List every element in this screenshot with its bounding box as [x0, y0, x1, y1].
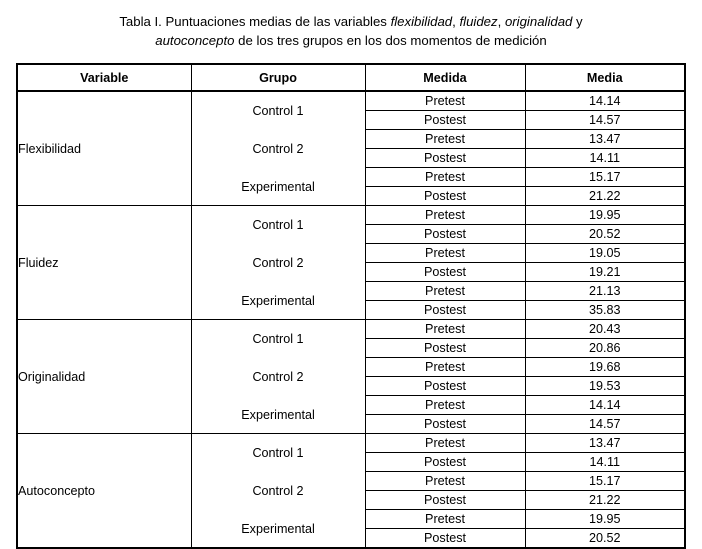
group-cell: Control 2	[191, 244, 365, 282]
group-cell: Control 1	[191, 434, 365, 472]
mean-cell: 21.22	[525, 491, 685, 510]
table-header-row	[17, 64, 685, 91]
measure-cell: Postest	[365, 529, 525, 549]
variable-cell-fluidez: Fluidez	[17, 206, 191, 320]
mean-cell: 15.17	[525, 168, 685, 187]
measure-cell: Pretest	[365, 206, 525, 225]
caption-line2-text: de los tres grupos en los dos momentos de medición	[234, 33, 547, 49]
means-table	[16, 63, 686, 549]
caption-italic-fluidez: fluidez	[459, 14, 498, 29]
measure-cell: Pretest	[365, 91, 525, 111]
measure-cell: Pretest	[365, 244, 525, 263]
variable-cell-autoconcepto: Autoconcepto	[17, 434, 191, 549]
group-cell: Control 2	[191, 358, 365, 396]
measure-cell: Postest	[365, 453, 525, 472]
mean-cell: 14.11	[525, 453, 685, 472]
mean-cell: 35.83	[525, 301, 685, 320]
table-row	[17, 434, 685, 453]
measure-cell: Postest	[365, 377, 525, 396]
mean-cell: 19.05	[525, 244, 685, 263]
measure-cell: Postest	[365, 301, 525, 320]
caption-line-1	[34, 12, 668, 31]
group-cell: Control 2	[191, 472, 365, 510]
measure-cell: Pretest	[365, 396, 525, 415]
caption-sep-1: ,	[452, 14, 460, 29]
variable-cell-originalidad: Originalidad	[17, 320, 191, 434]
group-cell: Experimental	[191, 282, 365, 320]
table-row	[17, 320, 685, 339]
mean-cell: 19.68	[525, 358, 685, 377]
column-header-medida: Medida	[365, 64, 525, 91]
mean-cell: 14.57	[525, 415, 685, 434]
mean-cell: 19.21	[525, 263, 685, 282]
measure-cell: Postest	[365, 491, 525, 510]
measure-cell: Postest	[365, 225, 525, 244]
measure-cell: Postest	[365, 263, 525, 282]
table-row	[17, 91, 685, 111]
group-cell: Control 1	[191, 91, 365, 130]
mean-cell: 13.47	[525, 434, 685, 453]
caption-sep-2: ,	[497, 14, 505, 29]
table-caption	[0, 0, 702, 50]
group-cell: Control 1	[191, 320, 365, 358]
group-cell: Experimental	[191, 510, 365, 549]
group-cell: Control 2	[191, 130, 365, 168]
measure-cell: Pretest	[365, 358, 525, 377]
mean-cell: 14.14	[525, 91, 685, 111]
group-cell: Control 1	[191, 206, 365, 244]
mean-cell: 19.95	[525, 206, 685, 225]
caption-text-pre: Tabla I. Puntuaciones medias de las variables	[119, 14, 391, 29]
mean-cell: 20.52	[525, 225, 685, 244]
caption-italic-originalidad: originalidad	[504, 14, 573, 29]
measure-cell: Pretest	[365, 130, 525, 149]
group-cell: Experimental	[191, 396, 365, 434]
caption-line-2	[34, 31, 668, 50]
mean-cell: 15.17	[525, 472, 685, 491]
measure-cell: Pretest	[365, 320, 525, 339]
mean-cell: 20.43	[525, 320, 685, 339]
column-header-media: Media	[525, 64, 685, 91]
caption-text-post: y	[572, 14, 583, 29]
mean-cell: 19.53	[525, 377, 685, 396]
mean-cell: 21.13	[525, 282, 685, 301]
column-header-grupo: Grupo	[191, 64, 365, 91]
mean-cell: 13.47	[525, 130, 685, 149]
caption-italic-autoconcepto: autoconcepto	[155, 33, 235, 49]
mean-cell: 14.11	[525, 149, 685, 168]
measure-cell: Pretest	[365, 472, 525, 491]
measure-cell: Postest	[365, 149, 525, 168]
table-row	[17, 206, 685, 225]
mean-cell: 20.86	[525, 339, 685, 358]
mean-cell: 19.95	[525, 510, 685, 529]
measure-cell: Pretest	[365, 282, 525, 301]
mean-cell: 20.52	[525, 529, 685, 549]
measure-cell: Pretest	[365, 168, 525, 187]
variable-cell-flexibilidad: Flexibilidad	[17, 91, 191, 206]
measure-cell: Pretest	[365, 510, 525, 529]
measure-cell: Postest	[365, 187, 525, 206]
mean-cell: 21.22	[525, 187, 685, 206]
measure-cell: Postest	[365, 415, 525, 434]
measure-cell: Postest	[365, 339, 525, 358]
measure-cell: Postest	[365, 111, 525, 130]
mean-cell: 14.57	[525, 111, 685, 130]
column-header-variable: Variable	[17, 64, 191, 91]
mean-cell: 14.14	[525, 396, 685, 415]
group-cell: Experimental	[191, 168, 365, 206]
caption-italic-flexibilidad: flexibilidad	[390, 14, 453, 29]
measure-cell: Pretest	[365, 434, 525, 453]
